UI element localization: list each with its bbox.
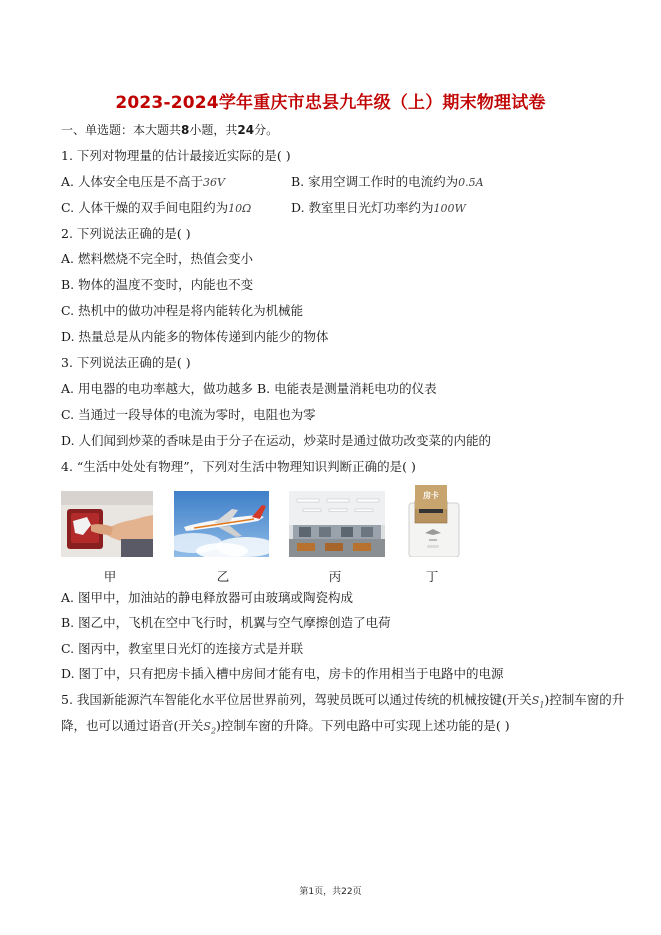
q2-option-b: B. 物体的温度不变时，内能也不变 [61,277,254,292]
q1-option-a: A. 人体安全电压是不高于36V [61,174,225,189]
exam-title: 2023-2024学年重庆市忠县九年级（上）期末物理试卷 [115,93,546,113]
q2-stem: 2. 下列说法正确的是( ) [61,226,191,241]
caption-bing: 丙 [328,569,342,584]
page-footer: 第1页，共22页 [299,887,362,897]
q1-option-d: D. 教室里日光灯功率约为100W [291,200,466,215]
q3-option-c: C. 当通过一段导体的电流为零时，电阻也为零 [61,407,316,422]
q3-option-d: D. 人们闻到炒菜的香味是由于分子在运动，炒菜时是通过做功改变菜的内能的 [61,433,492,448]
q1-option-c: C. 人体干燥的双手间电阻约为10Ω [61,200,252,215]
q3-stem: 3. 下列说法正确的是( ) [61,355,191,370]
q5-stem-line2: 降，也可以通过语音(开关$S_2$)控制车窗的升降。下列电路中可实现上述功能的是( ) [61,718,510,736]
q1-option-b: B. 家用空调工作时的电流约为0.5A [291,174,484,189]
q5-stem-line1: 5. 我国新能源汽车智能化水平位居世界前列，驾驶员既可以通过传统的机械按键(开关$S_1$)控制车窗的升 [61,692,625,710]
image-bing-classroom-lights [289,491,385,557]
image-ding-room-card-slot [405,483,461,557]
q4-option-a: A. 图甲中，加油站的静电释放器可由玻璃或陶瓷构成 [61,590,353,605]
section-heading: 一、单选题：本大题共8小题，共24分。 [61,123,279,137]
q2-option-a: A. 燃料燃烧不完全时，热值会变小 [61,251,253,266]
q2-option-c: C. 热机中的做功冲程是将内能转化为机械能 [61,303,304,318]
caption-jia: 甲 [103,569,117,584]
q3-option-ab: A. 用电器的电功率越大，做功越多 B. 电能表是测量消耗电功的仪表 [61,381,437,396]
q4-option-d: D. 图丁中，只有把房卡插入槽中房间才能有电，房卡的作用相当于电路中的电源 [61,666,504,681]
image-jia-static-discharger [61,491,153,557]
caption-ding: 丁 [425,569,439,584]
q4-option-b: B. 图乙中，飞机在空中飞行时，机翼与空气摩擦创造了电荷 [61,615,391,630]
q4-stem: 4. “生活中处处有物理”，下列对生活中物理知识判断正确的是( ) [61,459,416,474]
room-card-label: 房卡 [423,491,439,500]
caption-yi: 乙 [216,569,230,584]
image-yi-airplane [174,491,269,557]
q2-option-d: D. 热量总是从内能多的物体传递到内能少的物体 [61,329,329,344]
q1-stem: 1. 下列对物理量的估计最接近实际的是( ) [61,148,291,163]
q4-option-c: C. 图丙中，教室里日光灯的连接方式是并联 [61,641,304,656]
